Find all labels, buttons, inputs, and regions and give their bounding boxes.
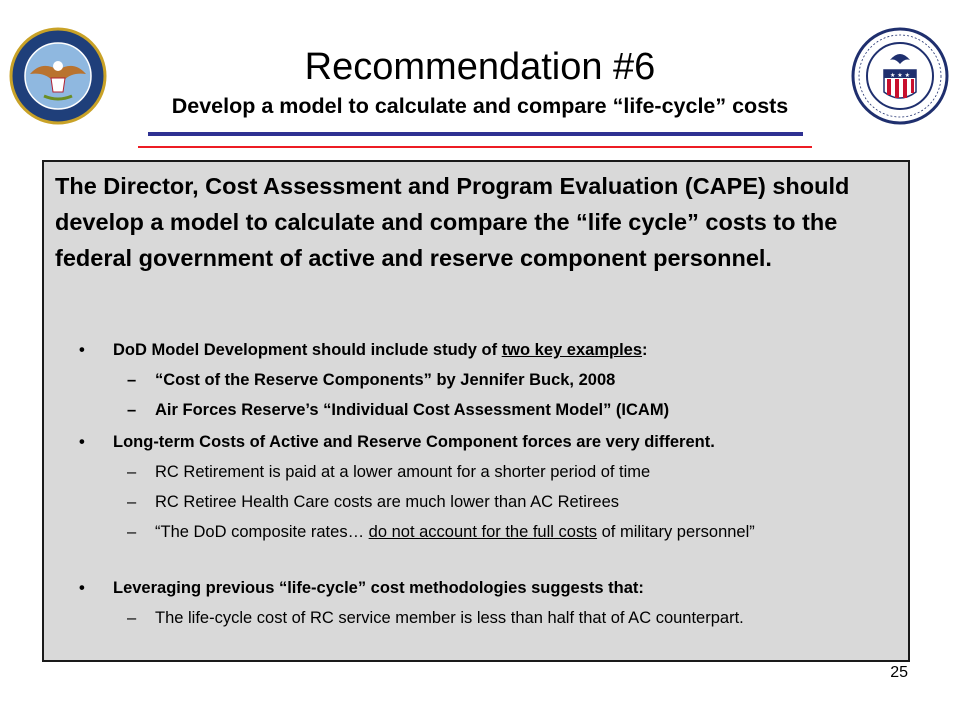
- content-box: [42, 160, 910, 662]
- underlined-phrase: two key examples: [501, 341, 643, 359]
- dash-marker: –: [127, 371, 137, 389]
- dash-marker: –: [127, 609, 137, 627]
- bullet-long-term-costs: • Long-term Costs of Active and Reserve Component forces are very different.: [113, 430, 903, 454]
- sub-bullet-composite-rates: – “The DoD composite rates… do not account for the full costs of military personnel”: [155, 520, 855, 544]
- sub-bullet-rc-health-care: – RC Retiree Health Care costs are much lower than AC Retirees: [155, 490, 855, 514]
- dash-marker: –: [127, 463, 137, 481]
- slide-title: Recommendation #6: [304, 46, 656, 88]
- svg-text:★ ★ ★: ★ ★ ★: [890, 72, 910, 79]
- lead-paragraph: The Director, Cost Assessment and Program Evaluation (CAPE) should develop a model to calculate and compare the “life cycle” costs to the federal government of active and reserve component personnel.: [55, 173, 850, 271]
- underlined-phrase: do not account for the full costs: [368, 523, 598, 541]
- title-rule-red: [138, 146, 812, 148]
- dash-marker: –: [127, 493, 137, 511]
- sub-bullet-rc-retirement: – RC Retirement is paid at a lower amount for a shorter period of time: [155, 460, 855, 484]
- sub-bullet-buck-study: – “Cost of the Reserve Components” by Jennifer Buck, 2008: [155, 368, 855, 392]
- dash-marker: –: [127, 523, 137, 541]
- bullet-marker: •: [79, 433, 85, 451]
- slide-subtitle: Develop a model to calculate and compare “life-cycle” costs: [171, 94, 789, 118]
- bullet-model-development: • DoD Model Development should include study of two key examples:: [113, 338, 903, 362]
- title-rule-blue: [148, 132, 803, 136]
- sub-bullet-icam: – Air Forces Reserve’s “Individual Cost Assessment Model” (ICAM): [155, 398, 855, 422]
- sub-bullet-life-cycle-cost: – The life-cycle cost of RC service member is less than half that of AC counterpart.: [155, 606, 855, 630]
- bullet-marker: •: [79, 579, 85, 597]
- dash-marker: –: [127, 401, 137, 419]
- page-number: 25: [890, 664, 908, 681]
- bullet-marker: •: [79, 341, 85, 359]
- bullet-methodologies: • Leveraging previous “life-cycle” cost methodologies suggests that:: [113, 576, 903, 600]
